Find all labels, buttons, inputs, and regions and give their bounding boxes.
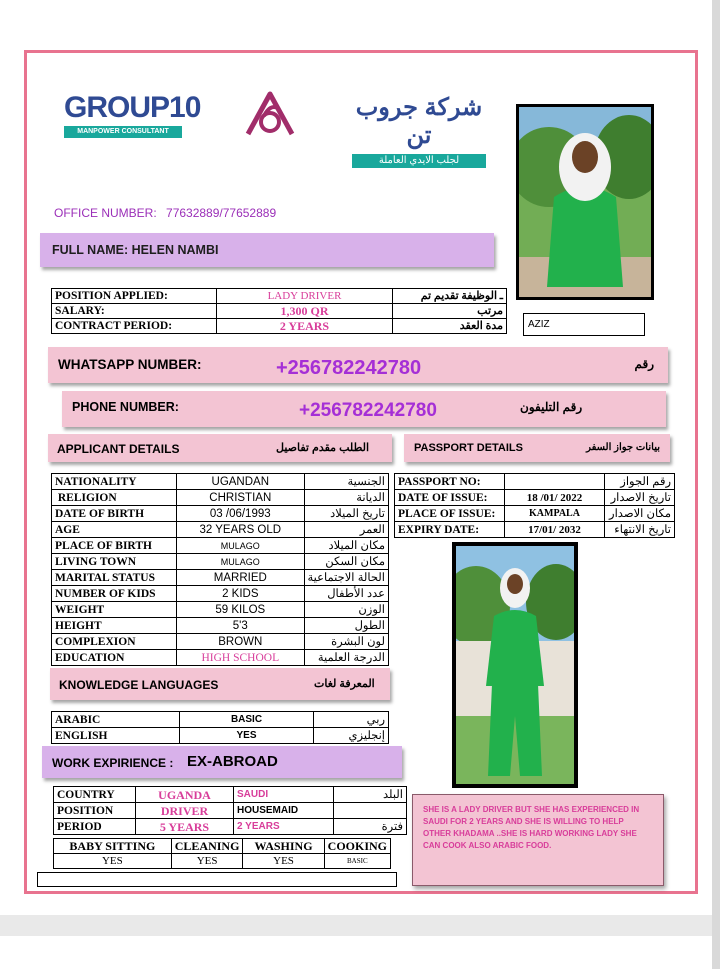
table-row	[52, 522, 389, 538]
marital-status-value: MARRIED	[177, 570, 304, 586]
place-of-birth-label: PLACE OF BIRTH	[52, 538, 177, 554]
place-of-birth-arabic: مكان الميلاد	[304, 538, 388, 554]
table-row	[52, 728, 389, 744]
cleaning-value: YES	[171, 854, 243, 869]
expiry-date-label: EXPIRY DATE:	[395, 522, 505, 538]
age-label: AGE	[52, 522, 177, 538]
full-name-bar	[40, 233, 494, 267]
office-number	[54, 206, 276, 220]
cooking-value: BASIC	[324, 854, 390, 869]
date-of-issue-arabic: تاريخ الاصدار	[605, 490, 675, 506]
full-name-label: FULL NAME:	[52, 243, 129, 257]
weight-value: 59 KILOS	[177, 602, 304, 618]
group10-logo	[64, 91, 201, 138]
country-label: COUNTRY	[54, 787, 136, 803]
baby-sitting-value: YES	[54, 854, 172, 869]
group10-logo-subtitle: MANPOWER CONSULTANT	[64, 126, 182, 138]
number-of-kids-arabic: عدد الأطفال	[304, 586, 388, 602]
english-language-value: YES	[180, 728, 314, 744]
scrollbar[interactable]	[712, 0, 720, 969]
nationality-arabic: الجنسية	[304, 474, 388, 490]
education-label: EDUCATION	[52, 650, 177, 666]
office-number-label: OFFICE NUMBER:	[54, 206, 157, 220]
position-arabic: ـ الوظيفة تقديم تم	[393, 289, 507, 304]
group10-logo-text: GROUP10	[64, 91, 201, 124]
position-history-label: POSITION	[54, 803, 136, 819]
passport-details-label: PASSPORT DETAILS	[414, 442, 523, 454]
phone-bar	[62, 391, 666, 427]
nationality-label: NATIONALITY	[52, 474, 177, 490]
cleaning-header: CLEANING	[171, 839, 243, 854]
table-row	[52, 586, 389, 602]
languages-arabic: المعرفة لغات	[314, 678, 375, 690]
date-of-birth-label: DATE OF BIRTH	[52, 506, 177, 522]
height-label: HEIGHT	[52, 618, 177, 634]
next-page-sheet	[0, 936, 712, 969]
complexion-arabic: لون البشرة	[304, 634, 388, 650]
complexion-label: COMPLEXION	[52, 634, 177, 650]
marital-status-label: MARITAL STATUS	[52, 570, 177, 586]
country-arabic: البلد	[334, 787, 407, 803]
position-history-value-1: DRIVER	[136, 803, 234, 819]
phone-arabic: رقم التليفون	[520, 400, 583, 414]
country-value-2: SAUDI	[234, 787, 334, 803]
religion-value: CHRISTIAN	[177, 490, 304, 506]
position-history-arabic	[334, 803, 407, 819]
country-value-1: UGANDA	[136, 787, 234, 803]
nationality-value: UGANDAN	[177, 474, 304, 490]
applicant-details-bar	[48, 434, 392, 462]
work-experience-value: EX-ABROAD	[187, 753, 278, 770]
living-town-value: MULAGO	[177, 554, 304, 570]
washing-header: WASHING	[243, 839, 324, 854]
date-of-issue-label: DATE OF ISSUE:	[395, 490, 505, 506]
english-language-label: ENGLISH	[52, 728, 180, 744]
table-row	[395, 506, 675, 522]
table-row	[52, 319, 507, 334]
table-row	[54, 839, 391, 854]
whatsapp-label: WHATSAPP NUMBER:	[58, 357, 202, 372]
table-row	[52, 554, 389, 570]
baby-sitting-header: BABY SITTING	[54, 839, 172, 854]
period-label: PERIOD	[54, 819, 136, 835]
experience-table	[53, 786, 407, 835]
table-row	[52, 602, 389, 618]
whatsapp-number[interactable]: +256782242780	[276, 357, 422, 379]
education-arabic: الدرجة العلمية	[304, 650, 388, 666]
living-town-arabic: مكان السكن	[304, 554, 388, 570]
arabic-logo-subtitle: لجلب الايدي العاملة	[352, 154, 486, 168]
table-row	[52, 289, 507, 304]
position-value: LADY DRIVER	[217, 289, 393, 304]
contract-period-label: CONTRACT PERIOD:	[52, 319, 217, 334]
passport-details-bar	[404, 434, 670, 462]
table-row	[54, 819, 407, 835]
date-of-issue-value: 18 /01/ 2022	[505, 490, 605, 506]
office-number-value: 77632889/77652889	[166, 206, 277, 220]
full-name	[52, 243, 218, 257]
date-of-birth-value: 03 /06/1993	[177, 506, 304, 522]
position-history-value-2: HOUSEMAID	[234, 803, 334, 819]
religion-label: RELIGION	[52, 490, 177, 506]
weight-label: WEIGHT	[52, 602, 177, 618]
table-row	[395, 474, 675, 490]
number-of-kids-value: 2 KIDS	[177, 586, 304, 602]
marital-status-arabic: الحالة الاجتماعية	[304, 570, 388, 586]
skills-table	[53, 838, 391, 869]
english-language-arabic: إنجليزي	[314, 728, 389, 744]
work-experience-bar	[42, 746, 402, 778]
table-row	[52, 506, 389, 522]
table-row	[52, 634, 389, 650]
religion-arabic: الديانة	[304, 490, 388, 506]
height-value: 5'3	[177, 618, 304, 634]
period-value-2: 2 YEARS	[234, 819, 334, 835]
position-label: POSITION APPLIED:	[52, 289, 217, 304]
expiry-date-value: 17/01/ 2032	[505, 522, 605, 538]
salary-label: SALARY:	[52, 304, 217, 319]
full-name-value: HELEN NAMBI	[131, 243, 219, 257]
applicant-details-label: APPLICANT DETAILS	[57, 442, 180, 456]
washing-value: YES	[243, 854, 324, 869]
agent-name-box: AZIZ	[523, 313, 645, 336]
languages-bar	[50, 668, 390, 700]
table-row	[54, 854, 391, 869]
place-of-issue-arabic: مكان الاصدار	[605, 506, 675, 522]
passport-no-value	[505, 474, 605, 490]
table-row	[52, 712, 389, 728]
period-arabic: فترة	[334, 819, 407, 835]
expiry-date-arabic: تاريخ الانتهاء	[605, 522, 675, 538]
work-experience-label: WORK EXPIRIENCE :	[52, 756, 174, 770]
arabic-language-arabic: ربي	[314, 712, 389, 728]
passport-no-arabic: رقم الجواز	[605, 474, 675, 490]
table-row	[52, 650, 389, 666]
languages-table	[51, 711, 389, 744]
weight-arabic: الوزن	[304, 602, 388, 618]
age-value: 32 YEARS OLD	[177, 522, 304, 538]
period-value-1: 5 YEARS	[136, 819, 234, 835]
table-row	[395, 490, 675, 506]
phone-number[interactable]: +256782242780	[299, 400, 437, 421]
date-of-birth-arabic: تاريخ الميلاد	[304, 506, 388, 522]
age-arabic: العمر	[304, 522, 388, 538]
applicant-table	[51, 473, 389, 666]
arabic-language-label: ARABIC	[52, 712, 180, 728]
contract-period-value: 2 YEARS	[217, 319, 393, 334]
table-row	[52, 538, 389, 554]
number-of-kids-label: NUMBER OF KIDS	[52, 586, 177, 602]
arabic-company-logo	[352, 94, 486, 168]
place-of-issue-value: KAMPALA	[505, 506, 605, 522]
candidate-full-photo	[452, 542, 578, 788]
empty-box	[37, 872, 397, 887]
height-arabic: الطول	[304, 618, 388, 634]
salary-value: 1,300 QR	[217, 304, 393, 319]
table-row	[52, 570, 389, 586]
contract-period-arabic: مدة العقد	[393, 319, 507, 334]
arabic-logo-text: شركة جروب تن	[355, 94, 483, 149]
table-row	[52, 490, 389, 506]
table-row	[52, 474, 389, 490]
applicant-details-arabic: الطلب مقدم تفاصيل	[276, 442, 369, 454]
passport-no-label: PASSPORT NO:	[395, 474, 505, 490]
phone-label: PHONE NUMBER:	[72, 400, 179, 414]
table-row	[395, 522, 675, 538]
passport-details-arabic: بيانات جواز السفر	[586, 442, 660, 453]
whatsapp-arabic: رقم	[634, 357, 654, 371]
position-table	[51, 288, 507, 334]
place-of-issue-label: PLACE OF ISSUE:	[395, 506, 505, 522]
group10-emblem-icon	[242, 88, 298, 140]
table-row	[52, 304, 507, 319]
living-town-label: LIVING TOWN	[52, 554, 177, 570]
whatsapp-bar	[48, 347, 668, 383]
education-value: HIGH SCHOOL	[177, 650, 304, 666]
cooking-header: COOKING	[324, 839, 390, 854]
arabic-language-value: BASIC	[180, 712, 314, 728]
salary-arabic: مرتب	[393, 304, 507, 319]
languages-label: KNOWLEDGE LANGUAGES	[59, 678, 219, 692]
complexion-value: BROWN	[177, 634, 304, 650]
table-row	[52, 618, 389, 634]
remarks-box: SHE IS A LADY DRIVER BUT SHE HAS EXPERIENCED IN SAUDI FOR 2 YEARS AND SHE IS WILLING TO HELP OTHER KHADAMA ..SHE IS HARD WORKING LADY SHE CAN COOK ALSO ARABIC FOOD.	[412, 794, 664, 886]
passport-table	[394, 473, 675, 538]
table-row	[54, 803, 407, 819]
candidate-photo	[516, 104, 654, 300]
table-row	[54, 787, 407, 803]
place-of-birth-value: MULAGO	[177, 538, 304, 554]
